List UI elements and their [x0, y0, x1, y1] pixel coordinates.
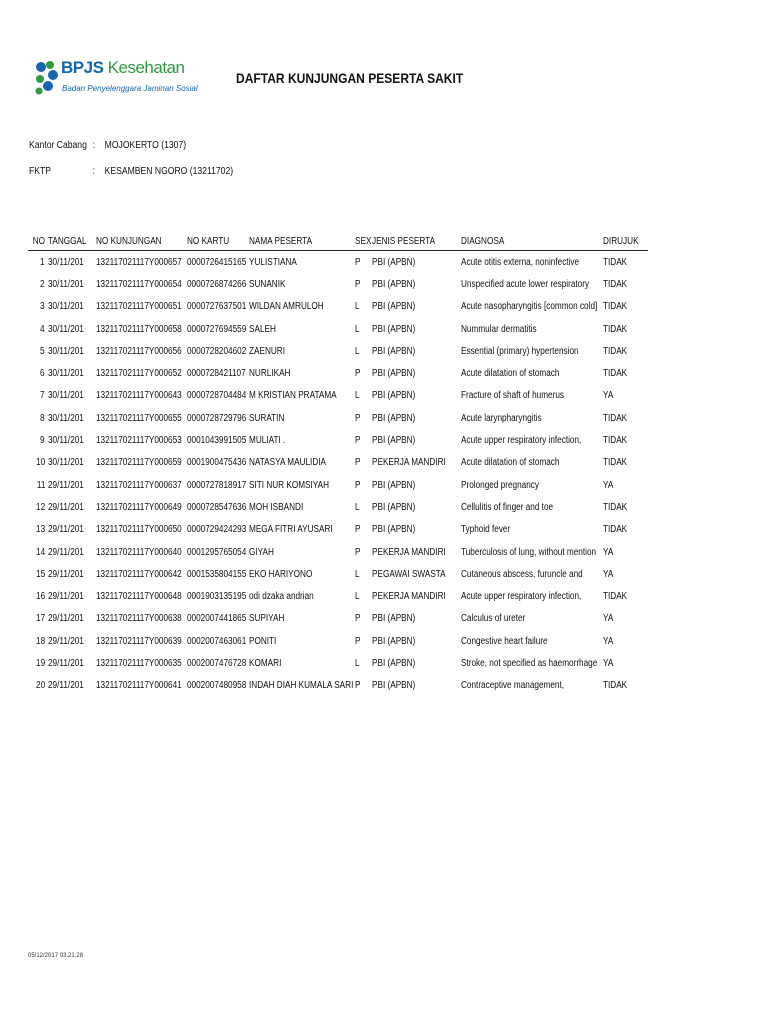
cell-referred: TIDAK — [603, 680, 628, 692]
cell-referred: YA — [603, 390, 614, 402]
cell-referred: TIDAK — [603, 435, 628, 447]
cell-diagnosis: Cutaneous abscess, furuncle and — [461, 568, 583, 580]
cell-sex: P — [355, 435, 361, 447]
cell-diagnosis: Nummular dermatitis — [461, 323, 537, 335]
cell-participant-type: PBI (APBN) — [372, 657, 416, 669]
cell-referred: YA — [603, 479, 614, 491]
cell-card-number: 0002007476728 — [187, 657, 247, 669]
cell-participant-type: PBI (APBN) — [372, 256, 416, 268]
header-cell: NAMA PESERTA — [249, 236, 313, 247]
cell-card-number: 0000727694559 — [187, 323, 247, 335]
cell-card-number: 0000727818917 — [187, 479, 247, 491]
cell-no: 4 — [40, 323, 45, 335]
cell-no: 8 — [40, 412, 45, 424]
cell-participant-type: PEKERJA MANDIRI — [372, 457, 446, 469]
cell-no: 6 — [40, 368, 45, 380]
cell-referred: YA — [603, 657, 614, 669]
table-row — [28, 675, 648, 697]
cell-card-number: 0000726415165 — [187, 256, 247, 268]
header-cell: NO KUNJUNGAN — [96, 236, 162, 247]
cell-no: 10 — [35, 457, 45, 469]
cell-referred: YA — [603, 568, 614, 580]
cell-date: 30/11/201 — [48, 278, 84, 290]
cell-no: 13 — [35, 524, 45, 536]
cell-date: 29/11/201 — [48, 524, 84, 536]
cell-card-number: 0002007480958 — [187, 680, 247, 692]
header-cell: TANGGAL — [48, 236, 87, 247]
cell-visit-number: 132117021117Y000649 — [96, 501, 182, 513]
cell-sex: P — [355, 479, 361, 491]
table-row — [28, 630, 648, 652]
cell-no: 9 — [40, 435, 45, 447]
cell-card-number: 0002007441865 — [187, 613, 247, 625]
cell-participant-type: PEKERJA MANDIRI — [372, 546, 446, 558]
info-value: KESAMBEN NGORO (13211702) — [104, 166, 234, 177]
cell-referred: TIDAK — [603, 278, 628, 290]
cell-sex: P — [355, 368, 361, 380]
cell-card-number: 0000729424293 — [187, 524, 247, 536]
cell-no: 3 — [40, 301, 45, 313]
cell-visit-number: 132117021117Y000638 — [96, 613, 182, 625]
cell-visit-number: 132117021117Y000653 — [96, 435, 182, 447]
cell-visit-number: 132117021117Y000652 — [96, 368, 182, 380]
cell-visit-number: 132117021117Y000656 — [96, 345, 182, 357]
cell-visit-number: 132117021117Y000640 — [96, 546, 182, 558]
cell-date: 30/11/201 — [48, 412, 84, 424]
cell-card-number: 0001903135195 — [187, 591, 247, 603]
cell-visit-number: 132117021117Y000655 — [96, 412, 182, 424]
cell-diagnosis: Congestive heart failure — [461, 635, 548, 647]
cell-visit-number: 132117021117Y000635 — [96, 657, 182, 669]
cell-no: 19 — [35, 657, 45, 669]
cell-card-number: 0000727637501 — [187, 301, 247, 313]
cell-card-number: 0000728204602 — [187, 345, 247, 357]
cell-visit-number: 132117021117Y000657 — [96, 256, 182, 268]
cell-date: 29/11/201 — [48, 546, 84, 558]
cell-no: 2 — [40, 278, 45, 290]
header-cell: SEX — [355, 236, 372, 247]
cell-date: 29/11/201 — [48, 657, 84, 669]
cell-participant-name: MOH ISBANDI — [249, 501, 304, 513]
table-row — [28, 519, 648, 541]
cell-visit-number: 132117021117Y000642 — [96, 568, 182, 580]
cell-participant-type: PBI (APBN) — [372, 278, 416, 290]
table-row — [28, 608, 648, 630]
cell-date: 30/11/201 — [48, 301, 84, 313]
cell-sex: P — [355, 412, 361, 424]
header-cell: JENIS PESERTA — [372, 236, 436, 247]
cell-no: 17 — [35, 613, 45, 625]
cell-participant-name: KOMARI — [249, 657, 282, 669]
cell-date: 30/11/201 — [48, 390, 84, 402]
cell-participant-type: PEGAWAI SWASTA — [372, 568, 446, 580]
cell-date: 29/11/201 — [48, 568, 84, 580]
cell-sex: L — [355, 568, 360, 580]
cell-no: 20 — [35, 680, 45, 692]
cell-card-number: 0001900475436 — [187, 457, 247, 469]
cell-referred: YA — [603, 613, 614, 625]
cell-visit-number: 132117021117Y000643 — [96, 390, 182, 402]
table-row — [28, 296, 648, 318]
page-title: DAFTAR KUNJUNGAN PESERTA SAKIT — [236, 70, 464, 86]
cell-date: 30/11/201 — [48, 368, 84, 380]
cell-no: 16 — [35, 591, 45, 603]
bpjs-emblem-icon — [33, 59, 59, 99]
table-row — [28, 273, 648, 295]
cell-no: 1 — [40, 256, 45, 268]
cell-date: 29/11/201 — [48, 680, 84, 692]
cell-referred: TIDAK — [603, 591, 628, 603]
cell-participant-name: ZAENURI — [249, 345, 286, 357]
cell-participant-type: PBI (APBN) — [372, 390, 416, 402]
cell-diagnosis: Acute dilatation of stomach — [461, 368, 560, 380]
cell-participant-type: PBI (APBN) — [372, 501, 416, 513]
table-row — [28, 452, 648, 474]
cell-date: 30/11/201 — [48, 457, 84, 469]
cell-participant-type: PBI (APBN) — [372, 613, 416, 625]
table-row — [28, 563, 648, 585]
cell-participant-type: PBI (APBN) — [372, 680, 416, 692]
cell-visit-number: 132117021117Y000659 — [96, 457, 182, 469]
cell-referred: TIDAK — [603, 323, 628, 335]
cell-visit-number: 132117021117Y000648 — [96, 591, 182, 603]
table-row — [28, 541, 648, 563]
logo-brand-main: BPJS — [61, 58, 104, 77]
cell-sex: P — [355, 546, 361, 558]
cell-diagnosis: Acute otitis externa, noninfective — [461, 256, 580, 268]
print-timestamp: 05/12/2017 03.21.28 — [28, 953, 84, 959]
cell-referred: YA — [603, 546, 614, 558]
cell-participant-name: NURLIKAH — [249, 368, 291, 380]
cell-card-number: 0001043991505 — [187, 435, 247, 447]
cell-date: 30/11/201 — [48, 323, 84, 335]
cell-sex: P — [355, 635, 361, 647]
header-cell: DIRUJUK — [603, 236, 639, 247]
header-cell: NO KARTU — [187, 236, 230, 247]
cell-card-number: 0001535804155 — [187, 568, 247, 580]
logo-brand — [61, 58, 184, 78]
cell-sex: P — [355, 256, 361, 268]
info-kantor-cabang — [29, 140, 186, 151]
cell-participant-type: PBI (APBN) — [372, 479, 416, 491]
cell-diagnosis: Acute larynpharyngitis — [461, 412, 542, 424]
cell-diagnosis: Contraceptive management, — [461, 680, 565, 692]
table-row — [28, 429, 648, 451]
cell-sex: P — [355, 457, 361, 469]
cell-visit-number: 132117021117Y000641 — [96, 680, 182, 692]
info-label: FKTP — [29, 166, 51, 177]
logo-brand-accent: Kesehatan — [107, 58, 185, 77]
cell-sex: L — [355, 390, 360, 402]
cell-participant-name: M KRISTIAN PRATAMA — [249, 390, 337, 402]
cell-participant-name: WILDAN AMRULOH — [249, 301, 324, 313]
cell-diagnosis: Fracture of shaft of humerus — [461, 390, 565, 402]
cell-visit-number: 132117021117Y000651 — [96, 301, 182, 313]
cell-participant-name: INDAH DIAH KUMALA SARI — [249, 680, 354, 692]
table-row — [28, 318, 648, 340]
table-row — [28, 251, 648, 274]
cell-date: 29/11/201 — [48, 613, 84, 625]
cell-no: 14 — [35, 546, 45, 558]
cell-participant-name: MEGA FITRI AYUSARI — [249, 524, 333, 536]
cell-participant-name: PONITI — [249, 635, 277, 647]
cell-participant-type: PBI (APBN) — [372, 368, 416, 380]
cell-sex: L — [355, 345, 360, 357]
cell-sex: P — [355, 278, 361, 290]
table-body — [28, 251, 648, 697]
table-row — [28, 496, 648, 518]
table-row — [28, 652, 648, 674]
cell-visit-number: 132117021117Y000637 — [96, 479, 182, 491]
cell-participant-name: MULIATI . — [249, 435, 286, 447]
cell-referred: TIDAK — [603, 524, 628, 536]
cell-no: 11 — [36, 479, 45, 491]
cell-referred: YA — [603, 635, 614, 647]
table-row — [28, 474, 648, 496]
bpjs-logo — [33, 58, 198, 102]
cell-sex: P — [355, 680, 361, 692]
table-row — [28, 585, 648, 607]
cell-referred: TIDAK — [603, 412, 628, 424]
cell-participant-type: PEKERJA MANDIRI — [372, 591, 446, 603]
cell-no: 7 — [40, 390, 45, 402]
cell-sex: P — [355, 613, 361, 625]
cell-participant-type: PBI (APBN) — [372, 524, 416, 536]
cell-sex: P — [355, 524, 361, 536]
cell-card-number: 0000728704484 — [187, 390, 247, 402]
cell-participant-type: PBI (APBN) — [372, 412, 416, 424]
cell-diagnosis: Stroke, not specified as haemorrhage — [461, 657, 598, 669]
cell-referred: TIDAK — [603, 345, 628, 357]
cell-participant-name: SITI NUR KOMSIYAH — [249, 479, 330, 491]
cell-date: 29/11/201 — [48, 501, 84, 513]
cell-date: 30/11/201 — [48, 256, 84, 268]
cell-visit-number: 132117021117Y000654 — [96, 278, 182, 290]
cell-diagnosis: Acute nasopharyngitis [common cold] — [461, 301, 598, 313]
cell-date: 30/11/201 — [48, 435, 84, 447]
cell-referred: TIDAK — [603, 457, 628, 469]
visits-table — [28, 225, 648, 697]
cell-diagnosis: Typhoid fever — [461, 524, 511, 536]
cell-sex: L — [355, 591, 360, 603]
cell-visit-number: 132117021117Y000650 — [96, 524, 182, 536]
cell-participant-name: odi dzaka andrian — [249, 591, 314, 603]
cell-participant-name: SUNANIK — [249, 278, 286, 290]
info-value: MOJOKERTO (1307) — [104, 140, 187, 151]
cell-sex: L — [355, 323, 360, 335]
cell-card-number: 0000728421107 — [187, 368, 246, 380]
cell-sex: L — [355, 657, 360, 669]
cell-no: 5 — [40, 345, 45, 357]
cell-card-number: 0000728547636 — [187, 501, 247, 513]
cell-card-number: 0000726874266 — [187, 278, 247, 290]
cell-participant-type: PBI (APBN) — [372, 635, 416, 647]
cell-card-number: 0001295765054 — [187, 546, 247, 558]
cell-card-number: 0000728729796 — [187, 412, 247, 424]
table-header-row — [28, 225, 648, 251]
cell-referred: TIDAK — [603, 368, 628, 380]
cell-sex: L — [355, 301, 360, 313]
header-cell: DIAGNOSA — [461, 236, 505, 247]
cell-sex: L — [355, 501, 360, 513]
cell-participant-name: NATASYA MAULIDIA — [249, 457, 327, 469]
cell-date: 29/11/201 — [48, 479, 84, 491]
logo-tagline: Badan Penyelenggara Jaminan Sosial — [62, 84, 198, 93]
info-fktp — [29, 166, 233, 177]
cell-diagnosis: Essential (primary) hypertension — [461, 345, 579, 357]
cell-participant-type: PBI (APBN) — [372, 323, 416, 335]
cell-diagnosis: Cellulitis of finger and toe — [461, 501, 554, 513]
table-row — [28, 340, 648, 362]
cell-participant-name: SURATIN — [249, 412, 285, 424]
cell-referred: TIDAK — [603, 501, 628, 513]
cell-diagnosis: Calculus of ureter — [461, 613, 526, 625]
table-row — [28, 407, 648, 429]
cell-participant-name: SALEH — [249, 323, 276, 335]
cell-participant-type: PBI (APBN) — [372, 435, 416, 447]
cell-participant-type: PBI (APBN) — [372, 345, 416, 357]
cell-diagnosis: Tuberculosis of lung, without mention — [461, 546, 597, 558]
cell-participant-name: YULISTIANA — [249, 256, 297, 268]
table-row — [28, 385, 648, 407]
cell-visit-number: 132117021117Y000658 — [96, 323, 182, 335]
cell-participant-name: GIYAH — [249, 546, 274, 558]
cell-diagnosis: Prolonged pregnancy — [461, 479, 539, 491]
info-separator: : — [92, 166, 96, 177]
cell-card-number: 0002007463061 — [187, 635, 247, 647]
cell-participant-name: SUPIYAH — [249, 613, 285, 625]
cell-date: 30/11/201 — [48, 345, 84, 357]
cell-diagnosis: Acute dilatation of stomach — [461, 457, 560, 469]
cell-diagnosis: Unspecified acute lower respiratory — [461, 278, 590, 290]
cell-participant-name: EKO HARIYONO — [249, 568, 313, 580]
table-row — [28, 362, 648, 384]
info-separator: : — [92, 140, 96, 151]
header-cell: NO — [32, 236, 45, 247]
cell-no: 12 — [35, 501, 45, 513]
cell-referred: TIDAK — [603, 301, 628, 313]
cell-date: 29/11/201 — [48, 591, 84, 603]
cell-participant-type: PBI (APBN) — [372, 301, 416, 313]
info-label: Kantor Cabang — [29, 140, 87, 151]
cell-no: 18 — [35, 635, 45, 647]
cell-date: 29/11/201 — [48, 635, 84, 647]
cell-diagnosis: Acute upper respiratory infection, — [461, 591, 582, 603]
cell-no: 15 — [35, 568, 45, 580]
cell-diagnosis: Acute upper respiratory infection, — [461, 435, 582, 447]
cell-visit-number: 132117021117Y000639 — [96, 635, 182, 647]
cell-referred: TIDAK — [603, 256, 628, 268]
